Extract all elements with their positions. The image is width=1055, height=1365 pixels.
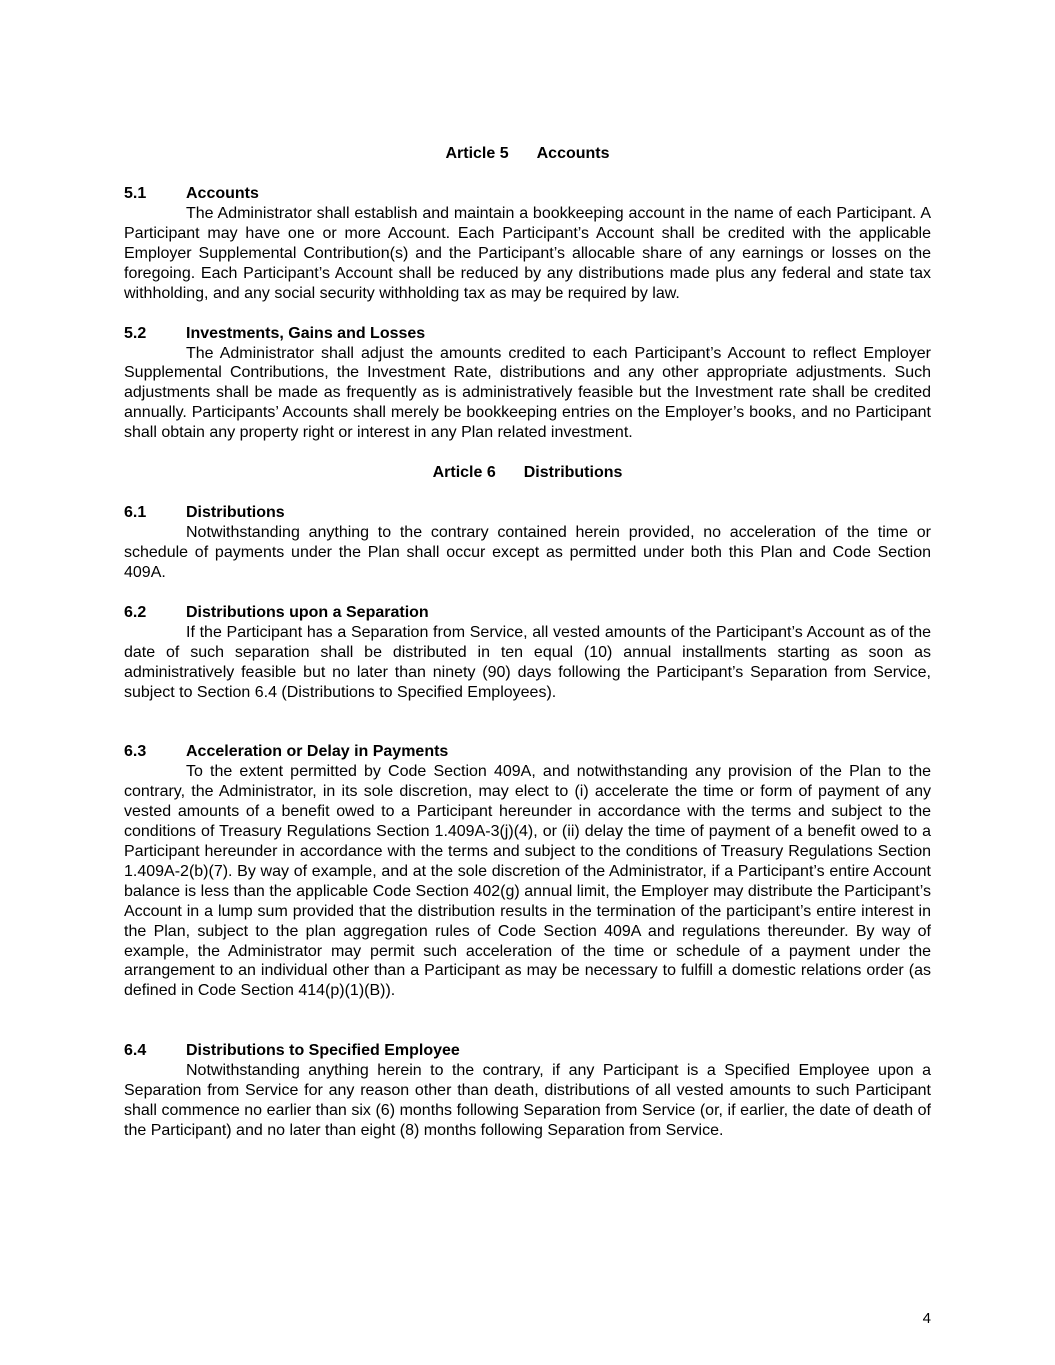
section-title: Investments, Gains and Losses xyxy=(186,324,426,342)
article-title: Accounts xyxy=(536,145,610,162)
section-heading xyxy=(124,184,931,204)
section-title: Accounts xyxy=(186,185,259,202)
page-number: 4 xyxy=(922,1310,931,1327)
section-number: 5.2 xyxy=(124,324,147,342)
section-title: Distributions to Specified Employee xyxy=(186,1042,460,1060)
section-heading xyxy=(124,503,931,523)
article-number: Article 6 xyxy=(432,464,496,482)
section-title: Distributions upon a Separation xyxy=(186,603,429,621)
section-5-2 xyxy=(124,324,931,444)
section-number: 6.1 xyxy=(124,504,147,522)
section-heading xyxy=(124,1041,931,1061)
document-page xyxy=(124,144,931,1161)
section-number: 6.3 xyxy=(124,743,147,761)
section-number: 6.2 xyxy=(124,603,147,621)
article-title: Distributions xyxy=(523,464,623,482)
section-6-1 xyxy=(124,503,931,583)
section-number: 5.1 xyxy=(124,185,147,202)
section-title: Distributions xyxy=(186,504,285,522)
section-heading xyxy=(124,324,931,344)
section-body: The Administrator shall establish and maintain a bookkeeping account in the name of each Participant. A Participant may have one or more Account. Each Participant’s Account shall be credited with the applicable Employer Supplemental Contribution(s) and the Participant’s allocable share of any earnings or losses on the foregoing. Each Participant’s Account shall be reduced by any distributions made plus any federal and state tax withholding, and any social security withholding tax as may be required by law. xyxy=(124,205,931,302)
section-5-1 xyxy=(124,184,931,304)
section-body: The Administrator shall adjust the amounts credited to each Participant’s Account to reflect Employer Supplemental Contributions, the Investment Rate, distributions and any other appropriate adjustments. Such adjustments shall be made as frequently as is administratively feasible but the Investment rate shall be credited annually. Participants’ Accounts shall merely be bookkeeping entries on the Employer’s books, and no Participant shall obtain any property right or interest in any Plan related investment. xyxy=(124,344,931,442)
article-5-heading xyxy=(124,144,931,164)
section-heading xyxy=(124,603,931,623)
article-number: Article 5 xyxy=(445,145,509,162)
article-6-heading xyxy=(124,463,931,483)
section-body: Notwithstanding anything to the contrary contained herein provided, no acceleration of the time or schedule of payments under the Plan shall occur except as permitted under both this Plan and Code Section 409A. xyxy=(124,524,931,581)
section-body: Notwithstanding anything herein to the contrary, if any Participant is a Specified Employee upon a Separation from Service for any reason other than death, distributions of all vested amounts to such Participant shall commence no earlier than six (6) months following Separation from Service (or, if earlier, the date of death of the Participant) and no later than eight (8) months following Separation from Service. xyxy=(124,1062,931,1139)
section-heading xyxy=(124,742,931,762)
section-6-2 xyxy=(124,603,931,703)
spacer xyxy=(124,1021,931,1041)
section-number: 6.4 xyxy=(124,1042,147,1060)
spacer xyxy=(124,722,931,742)
section-6-4 xyxy=(124,1041,931,1141)
section-body: If the Participant has a Separation from Service, all vested amounts of the Participant’s Account as of the date of such separation shall be distributed in ten equal (10) annual installments starting as soon as administratively feasible but no later than ninety (90) days following the Participant’s Separation from Service, subject to Section 6.4 (Distributions to Specified Employees). xyxy=(124,623,931,701)
section-title: Acceleration or Delay in Payments xyxy=(186,743,449,761)
section-body: To the extent permitted by Code Section 409A, and notwithstanding any provision of the Plan to the contrary, the Administrator, in its sole discretion, may elect to (i) accelerate the time or form of payment of any vested amounts of a benefit owed to a Participant hereunder in accordance with the terms and subject to the conditions of Treasury Regulations Section 1.409A-3(j)(4), or (ii) delay the time of payment of a benefit owed to a Participant hereunder in accordance with the terms and subject to the conditions of Treasury Regulations Section 1.409A-2(b)(7). By way of example, and at the sole discretion of the Administrator, if a Participant’s entire Account balance is less than the applicable Code Section 402(g) annual limit, the Employer may distribute the Participant’s Account in a lump sum provided that the distribution results in the termination of the participant’s entire interest in the Plan, subject to the plan aggregation rules of Code Section 409A and regulations thereunder. By way of example, the Administrator may permit such acceleration of the time or schedule of a payment under the arrangement to an individual other than a Participant as may be necessary to fulfill a domestic relations order (as defined in Code Section 414(p)(1)(B)). xyxy=(124,763,931,1000)
section-6-3 xyxy=(124,742,931,1001)
